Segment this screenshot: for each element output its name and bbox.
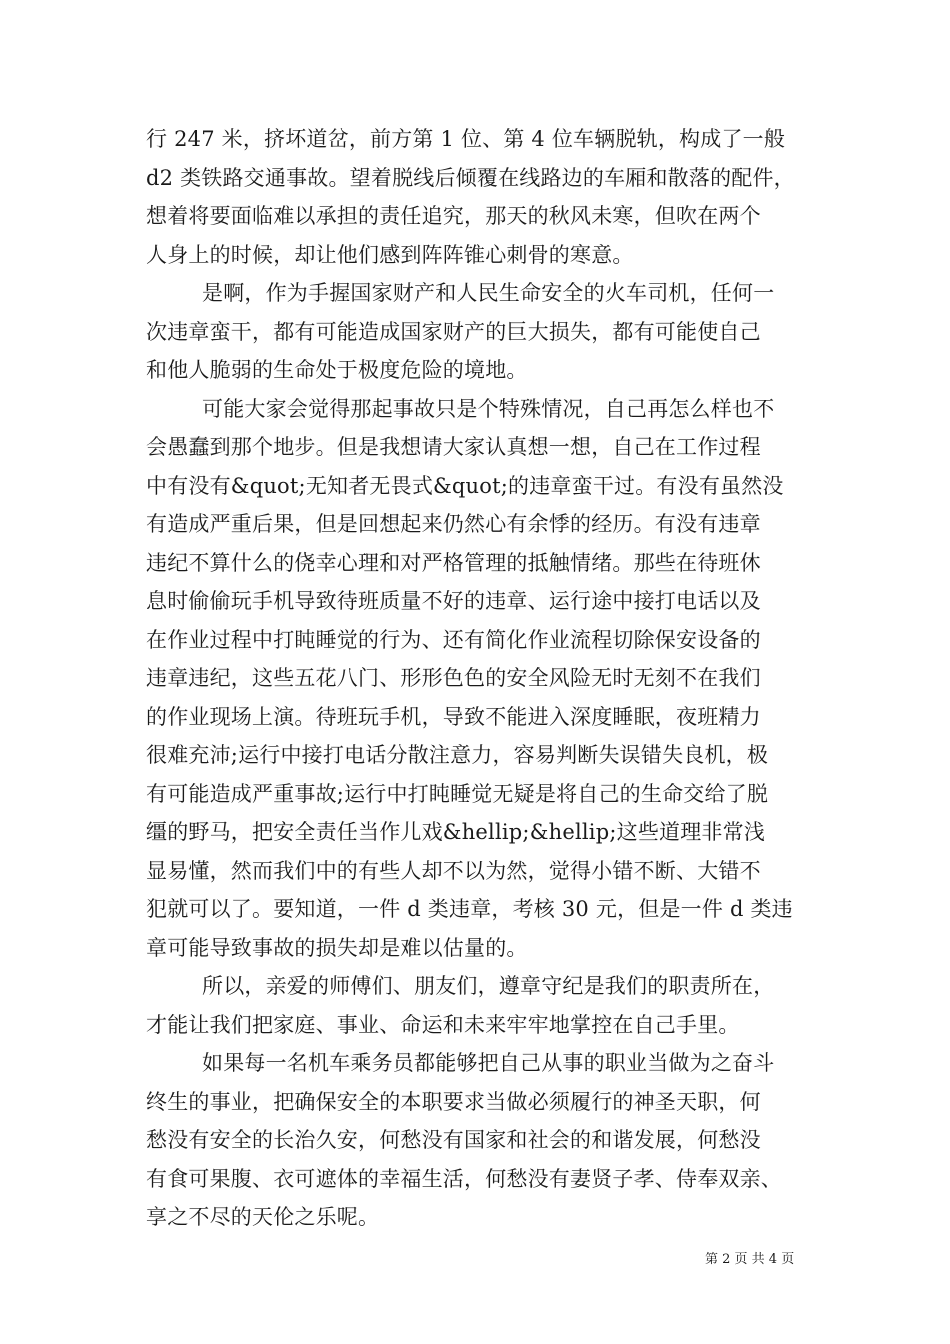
text-line: 犯就可以了。要知道，一件 d 类违章，考核 30 元，但是一件 d 类违 (146, 897, 793, 921)
text-line: 如果每一名机车乘务员都能够把自己从事的职业当做为之奋斗 (202, 1051, 775, 1075)
paragraph (146, 120, 826, 274)
text-line: 和他人脆弱的生命处于极度危险的境地。 (146, 358, 528, 382)
text-line: 所以，亲爱的师傅们、朋友们，遵章守纪是我们的职责所在， (202, 974, 775, 998)
text-line: 息时偷偷玩手机导致待班质量不好的违章、运行途中接打电话以及 (146, 589, 761, 613)
text-line: d2 类铁路交通事故。望着脱线后倾覆在线路边的车厢和散落的配件， (146, 165, 795, 190)
paragraph (146, 274, 826, 390)
paragraph (146, 967, 826, 1044)
paragraph (146, 1044, 826, 1237)
text-line: 愁没有安全的长治久安，何愁没有国家和社会的和谐发展，何愁没 (146, 1128, 761, 1152)
text-line: 终生的事业，把确保安全的本职要求当做必须履行的神圣天职，何 (146, 1089, 761, 1114)
text-line: 有造成严重后果，但是回想起来仍然心有余悸的经历。有没有违章 (146, 512, 761, 536)
text-line: 违纪不算什么的侥幸心理和对严格管理的抵触情绪。那些在待班休 (146, 550, 761, 575)
text-line: 缰的野马，把安全责任当作儿戏&hellip;&hellip;这些道理非常浅 (146, 820, 766, 844)
page-number: 第 2 页 共 4 页 (705, 1252, 795, 1267)
text-line: 违章违纪，这些五花八门、形形色色的安全风险无时无刻不在我们 (146, 666, 761, 690)
text-line: 在作业过程中打盹睡觉的行为、还有简化作业流程切除保安设备的 (146, 627, 761, 652)
paragraph (146, 390, 826, 968)
text-line: 才能让我们把家庭、事业、命运和未来牢牢地掌控在自己手里。 (146, 1012, 740, 1037)
text-line: 次违章蛮干，都有可能造成国家财产的巨大损失，都有可能使自己 (146, 319, 761, 344)
text-line: 的作业现场上演。待班玩手机，导致不能进入深度睡眠，夜班精力 (146, 704, 761, 729)
text-line: 可能大家会觉得那起事故只是个特殊情况，自己再怎么样也不 (202, 396, 775, 421)
text-line: 很难充沛;运行中接打电话分散注意力，容易判断失误错失良机，极 (146, 743, 769, 767)
text-line: 是啊，作为手握国家财产和人民生命安全的火车司机，任何一 (202, 281, 775, 305)
document-body (146, 120, 826, 1237)
text-line: 享之不尽的天伦之乐呢。 (146, 1205, 380, 1229)
text-line: 人身上的时候，却让他们感到阵阵锥心刺骨的寒意。 (146, 242, 634, 267)
text-line: 会愚蠢到那个地步。但是我想请大家认真想一想，自己在工作过程 (146, 435, 761, 459)
text-line: 有可能造成严重事故;运行中打盹睡觉无疑是将自己的生命交给了脱 (146, 781, 769, 806)
text-line: 章可能导致事故的损失却是难以估量的。 (146, 935, 528, 960)
text-line: 有食可果腹、衣可遮体的幸福生活，何愁没有妻贤子孝、侍奉双亲、 (146, 1166, 782, 1191)
text-line: 中有没有&quot;无知者无畏式&quot;的违章蛮干过。有没有虽然没 (146, 473, 784, 498)
text-line: 行 247 米，挤坏道岔，前方第 1 位、第 4 位车辆脱轨，构成了一般 (146, 127, 786, 151)
text-line: 显易懂，然而我们中的有些人却不以为然，觉得小错不断、大错不 (146, 858, 761, 883)
text-line: 想着将要面临难以承担的责任追究，那天的秋风未寒，但吹在两个 (146, 204, 761, 228)
